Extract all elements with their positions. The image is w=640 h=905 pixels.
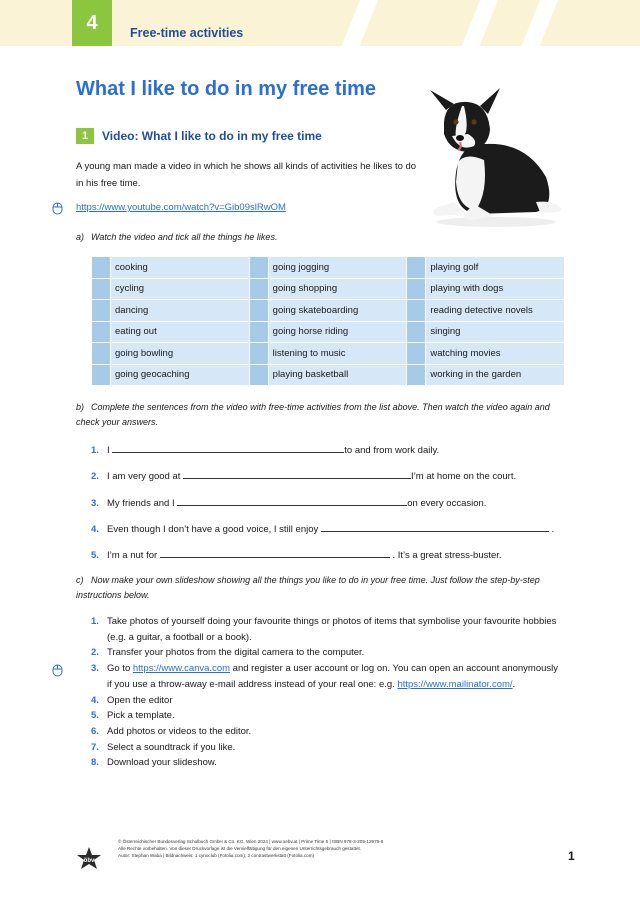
step-4 xyxy=(91,693,561,709)
step-number: 4. xyxy=(91,694,99,706)
activity-label: playing with dogs xyxy=(426,279,564,300)
task-a xyxy=(76,230,277,245)
activity-label: cycling xyxy=(111,279,249,300)
step-text: and register a user account or log on. You can open an account anonymously if you use a throw-away e-mail address instead of your real one: e.g. xyxy=(107,663,559,690)
activity-label: dancing xyxy=(111,300,249,321)
tick-box[interactable] xyxy=(250,257,268,278)
step-5 xyxy=(91,708,561,724)
sentence-number: 2. xyxy=(91,471,99,482)
step-number: 6. xyxy=(91,725,99,737)
tick-box[interactable] xyxy=(407,279,425,300)
tick-box[interactable] xyxy=(92,322,110,343)
step-number: 1. xyxy=(91,616,99,627)
activities-grid xyxy=(92,257,564,385)
sentence-text: . It’s a great stress-buster. xyxy=(389,550,502,561)
answer-blank[interactable] xyxy=(183,468,411,479)
tick-box[interactable] xyxy=(92,300,110,321)
step-text: Select a soundtrack if you like. xyxy=(107,741,236,753)
step-text: Download your slideshow. xyxy=(107,757,217,769)
tick-box[interactable] xyxy=(407,300,425,321)
activity-label: playing golf xyxy=(426,257,564,278)
answer-blank[interactable] xyxy=(321,521,549,532)
activity-label: working in the garden xyxy=(426,365,564,386)
step-6 xyxy=(91,724,561,740)
task-b xyxy=(76,400,566,430)
activity-cell[interactable] xyxy=(407,365,564,386)
activity-cell[interactable] xyxy=(407,343,564,364)
chapter-number: 4 xyxy=(72,0,112,46)
task-a-text: Watch the video and tick all the things he likes. xyxy=(91,232,278,242)
page-title: What I like to do in my free time xyxy=(76,78,377,100)
task-c-letter: c) xyxy=(76,575,84,585)
sentence-text: I’m at home on the court. xyxy=(411,471,517,482)
step-number: 5. xyxy=(91,710,99,722)
activity-label: going shopping xyxy=(269,279,407,300)
activity-cell[interactable] xyxy=(407,257,564,278)
sentence-text: on every occasion. xyxy=(407,498,487,509)
activity-label: going bowling xyxy=(111,343,249,364)
activity-label: singing xyxy=(426,322,564,343)
sentence-1 xyxy=(91,442,439,456)
mouse-link-icon xyxy=(52,664,63,677)
step-text: Open the editor xyxy=(107,694,173,706)
section-number: 1 xyxy=(76,128,94,144)
answer-blank[interactable] xyxy=(112,442,344,453)
activity-label: going geocaching xyxy=(111,365,249,386)
step-number: 3. xyxy=(91,663,99,675)
activity-label: going jogging xyxy=(269,257,407,278)
sentence-text: I’m a nut for xyxy=(107,550,160,561)
sentence-4 xyxy=(91,521,554,535)
sentence-number: 1. xyxy=(91,445,99,456)
tick-box[interactable] xyxy=(407,365,425,386)
sentence-3 xyxy=(91,495,486,509)
sentence-number: 4. xyxy=(91,524,99,535)
mailinator-link[interactable]: https://www.mailinator.com/ xyxy=(397,678,513,690)
page-number: 1 xyxy=(568,849,575,863)
task-b-text: Complete the sentences from the video with free-time activities from the list above. Then watch the video again and check your answers. xyxy=(76,402,550,427)
tick-box[interactable] xyxy=(92,365,110,386)
activity-cell[interactable] xyxy=(250,343,407,364)
activity-cell[interactable] xyxy=(92,300,249,321)
sentence-number: 5. xyxy=(91,550,99,561)
activity-label: playing basketball xyxy=(269,365,407,386)
activity-label: going skateboarding xyxy=(269,300,407,321)
task-c xyxy=(76,573,566,603)
logo-text: öbv xyxy=(83,858,95,864)
sentence-5 xyxy=(91,547,502,561)
step-text: Take photos of yourself doing your favourite things or photos of items that symbolise your favourite hobbies (e.g. a guitar, a football or a book). xyxy=(107,616,557,643)
sentence-2 xyxy=(91,468,516,482)
activity-cell[interactable] xyxy=(92,365,249,386)
section-heading xyxy=(76,128,322,144)
sentence-text: Even though I don’t have a good voice, I still enjoy xyxy=(107,524,321,535)
step-text: Transfer your photos from the digital camera to the computer. xyxy=(107,647,365,659)
activity-label: cooking xyxy=(111,257,249,278)
activity-cell[interactable] xyxy=(407,279,564,300)
canva-link[interactable]: https://www.canva.com xyxy=(132,663,231,675)
sentence-text: to and from work daily. xyxy=(344,445,440,456)
sentence-text: I xyxy=(107,445,113,456)
step-number: 2. xyxy=(91,647,99,659)
activity-cell[interactable] xyxy=(250,322,407,343)
activity-label: listening to music xyxy=(269,343,407,364)
tick-box[interactable] xyxy=(92,257,110,278)
activity-cell[interactable] xyxy=(92,343,249,364)
sentence-text: My friends and I xyxy=(107,498,178,509)
tick-box[interactable] xyxy=(250,300,268,321)
step-text: Go to xyxy=(107,663,133,675)
footer-text xyxy=(118,838,538,859)
activity-cell[interactable] xyxy=(250,257,407,278)
activity-label: going horse riding xyxy=(269,322,407,343)
tick-box[interactable] xyxy=(407,257,425,278)
step-7 xyxy=(91,740,561,756)
step-number: 7. xyxy=(91,741,99,753)
chapter-title: Free-time activities xyxy=(130,26,244,40)
activity-label: reading detective novels xyxy=(426,300,564,321)
activity-cell[interactable] xyxy=(92,279,249,300)
task-a-letter: a) xyxy=(76,232,85,242)
activity-cell[interactable] xyxy=(250,300,407,321)
task-b-letter: b) xyxy=(76,402,85,412)
step-list xyxy=(91,614,561,771)
tick-box[interactable] xyxy=(250,279,268,300)
section-title: Video: What I like to do in my free time xyxy=(102,129,322,143)
mouse-link-icon xyxy=(52,202,63,215)
step-text: Add photos or videos to the editor. xyxy=(107,725,252,737)
footer-line: © Österreichischer Bundesverlag Schulbuch GmbH & Co. KG, Wien 2024 | www.oebv.at | Prime Time 5 | ISBN 978-3-209-12979-6 xyxy=(118,839,384,844)
intro-text: A young man made a video in which he shows all kinds of activities he likes to do in his free time. xyxy=(76,161,417,189)
task-c-text: Now make your own slideshow showing all the things you like to do in your free time. Just follow the step-by-step instructions below. xyxy=(76,575,540,600)
tick-box[interactable] xyxy=(250,322,268,343)
footer-line: Autor: Stephan Waba | Bildnachweis: 1 cynoclub (Fotolia.com); 2 contrastwerkstatt (Fotolia.com) xyxy=(118,853,315,858)
tick-box[interactable] xyxy=(407,343,425,364)
step-number: 8. xyxy=(91,757,99,769)
tick-box[interactable] xyxy=(92,343,110,364)
step-8 xyxy=(91,755,561,771)
sentence-text: I am very good at xyxy=(107,471,184,482)
answer-blank[interactable] xyxy=(160,547,390,558)
activity-label: watching movies xyxy=(426,343,564,364)
step-1 xyxy=(91,614,561,645)
activity-cell[interactable] xyxy=(407,322,564,343)
sentence-text: . xyxy=(548,524,555,535)
tick-box[interactable] xyxy=(250,343,268,364)
activity-cell[interactable] xyxy=(92,322,249,343)
activity-cell[interactable] xyxy=(250,279,407,300)
sentence-number: 3. xyxy=(91,498,99,509)
publisher-logo xyxy=(76,846,102,872)
activity-cell[interactable] xyxy=(250,365,407,386)
tick-box[interactable] xyxy=(407,322,425,343)
step-text: Pick a template. xyxy=(107,710,175,722)
answer-blank[interactable] xyxy=(177,495,407,506)
step-text: . xyxy=(512,678,516,690)
dog-photo xyxy=(416,82,566,232)
activity-cell[interactable] xyxy=(407,300,564,321)
step-2 xyxy=(91,645,561,661)
tick-box[interactable] xyxy=(92,279,110,300)
activity-label: eating out xyxy=(111,322,249,343)
activity-cell[interactable] xyxy=(92,257,249,278)
video-link[interactable]: https://www.youtube.com/watch?v=Gib09slRwOM xyxy=(76,202,286,213)
tick-box[interactable] xyxy=(250,365,268,386)
step-3 xyxy=(91,661,561,692)
footer-line: Alle Rechte vorbehalten. Von dieser Druckvorlage ist die Vervielfältigung für den eigenen Unterrichtsgebrauch gestattet. xyxy=(118,846,362,851)
